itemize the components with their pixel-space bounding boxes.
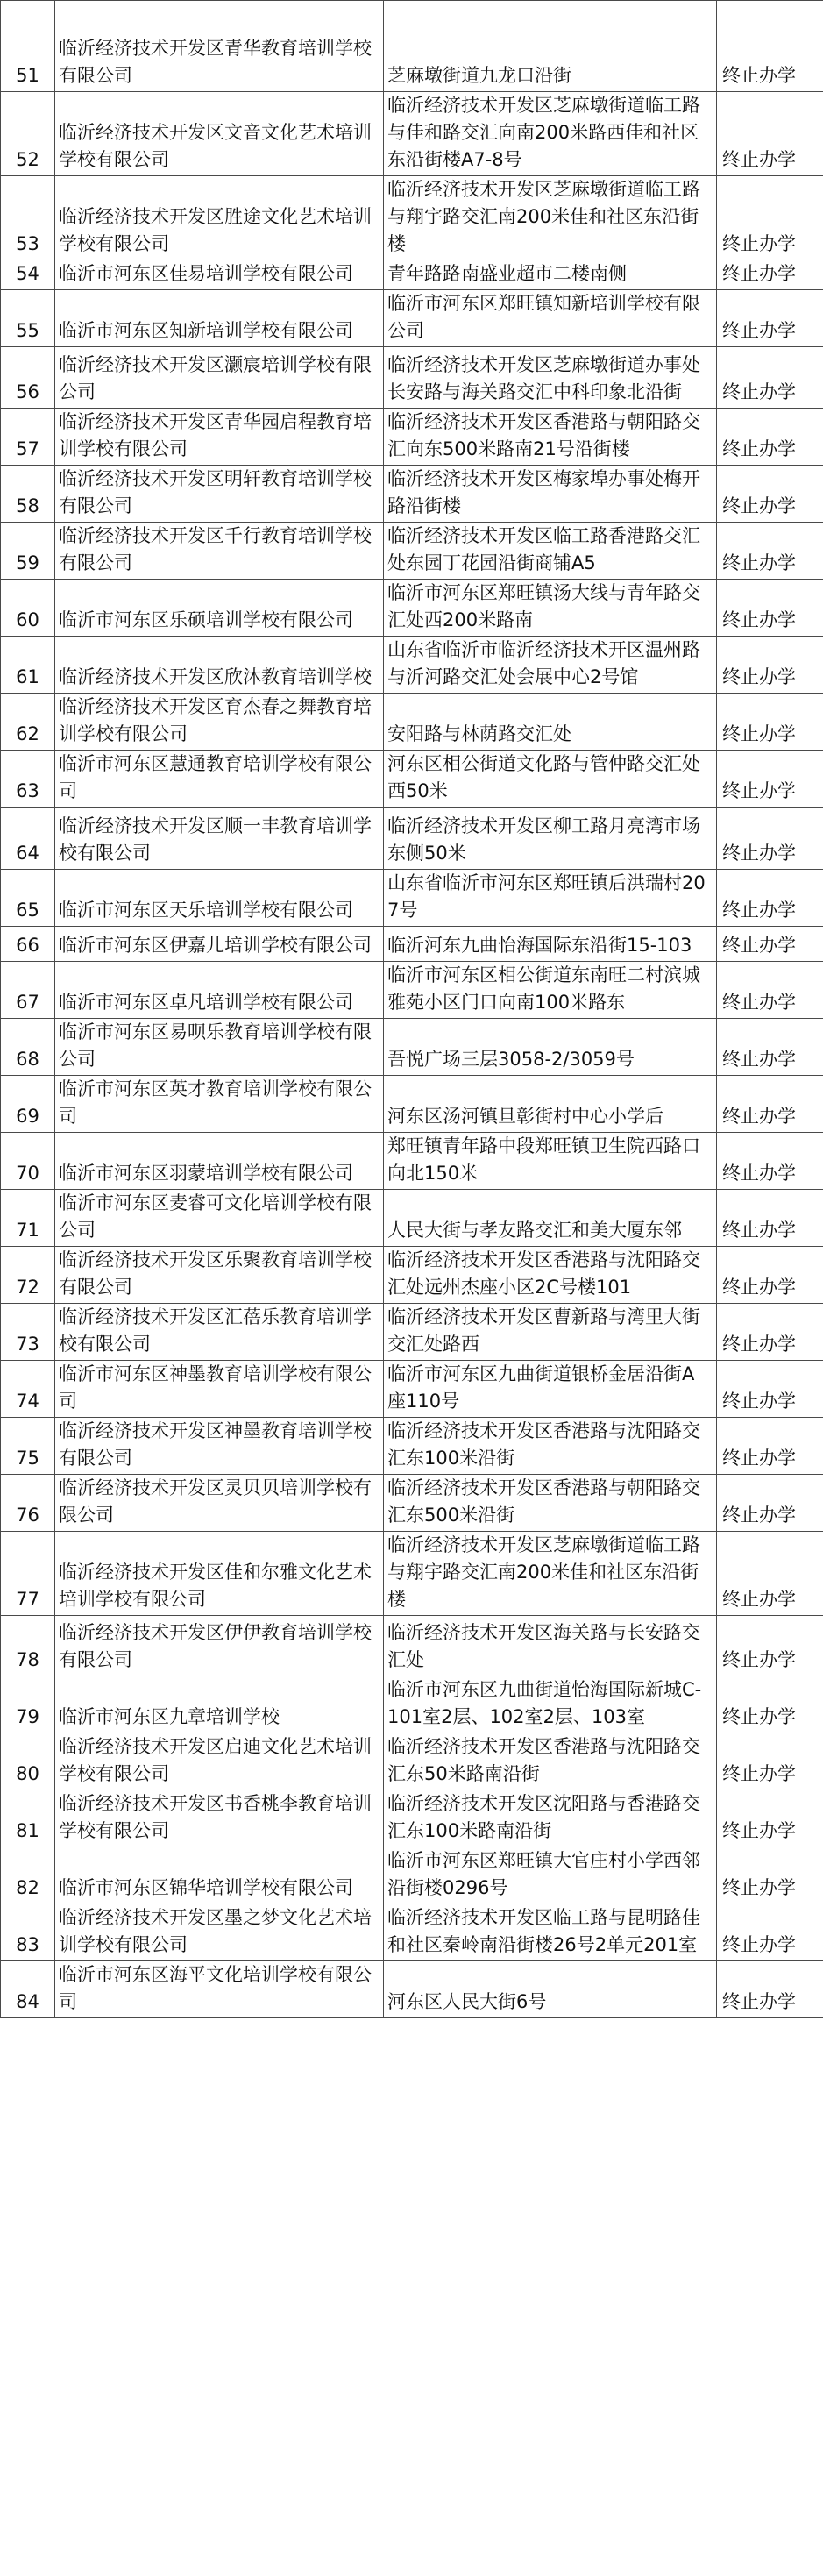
school-name: 临沂经济技术开发区伊伊教育培训学校有限公司 <box>55 1616 384 1676</box>
table-row <box>1 580 823 637</box>
school-address: 临沂经济技术开发区沈阳路与香港路交汇东100米路南沿街 <box>384 1790 717 1847</box>
school-name: 临沂市河东区慧通教育培训学校有限公司 <box>55 751 384 808</box>
school-address: 临沂经济技术开发区香港路与沈阳路交汇东50米路南沿街 <box>384 1733 717 1790</box>
status-text: 终止办学 <box>717 1790 823 1847</box>
table-row <box>1 1961 823 2018</box>
school-name: 临沂经济技术开发区灵贝贝培训学校有限公司 <box>55 1475 384 1532</box>
status-text: 终止办学 <box>717 1 823 92</box>
row-number: 76 <box>1 1475 55 1532</box>
table-row <box>1 1790 823 1847</box>
table-row <box>1 637 823 694</box>
status-text: 终止办学 <box>717 1190 823 1247</box>
school-address: 临沂河东九曲怡海国际东沿街15-103 <box>384 927 717 962</box>
school-name: 临沂市河东区英才教育培训学校有限公司 <box>55 1076 384 1133</box>
table-row <box>1 347 823 409</box>
table-row <box>1 1190 823 1247</box>
table-row <box>1 1247 823 1304</box>
table-row <box>1 1076 823 1133</box>
row-number: 56 <box>1 347 55 409</box>
row-number: 72 <box>1 1247 55 1304</box>
school-address: 临沂经济技术开发区芝麻墩街道临工路与翔宇路交汇南200米佳和社区东沿街楼 <box>384 176 717 260</box>
table-row <box>1 1019 823 1076</box>
status-text: 终止办学 <box>717 1616 823 1676</box>
table-row <box>1 92 823 176</box>
row-number: 73 <box>1 1304 55 1361</box>
row-number: 66 <box>1 927 55 962</box>
status-text: 终止办学 <box>717 1418 823 1475</box>
school-address: 临沂经济技术开发区香港路与朝阳路交汇东500米沿街 <box>384 1475 717 1532</box>
school-name: 临沂经济技术开发区墨之梦文化艺术培训学校有限公司 <box>55 1904 384 1961</box>
school-name: 临沂市河东区乐硕培训学校有限公司 <box>55 580 384 637</box>
school-address: 河东区相公街道文化路与管仲路交汇处西50米 <box>384 751 717 808</box>
table-row <box>1 176 823 260</box>
school-name: 临沂经济技术开发区佳和尔雅文化艺术培训学校有限公司 <box>55 1532 384 1616</box>
status-text: 终止办学 <box>717 1961 823 2018</box>
school-name: 临沂市河东区麦睿可文化培训学校有限公司 <box>55 1190 384 1247</box>
table-row <box>1 1904 823 1961</box>
status-text: 终止办学 <box>717 870 823 927</box>
school-name: 临沂市河东区锦华培训学校有限公司 <box>55 1847 384 1904</box>
table-row <box>1 409 823 466</box>
school-name: 临沂市河东区知新培训学校有限公司 <box>55 290 384 347</box>
school-name: 临沂市河东区卓凡培训学校有限公司 <box>55 962 384 1019</box>
school-address: 临沂经济技术开发区香港路与朝阳路交汇向东500米路南21号沿街楼 <box>384 409 717 466</box>
school-address: 吾悦广场三层3058-2/3059号 <box>384 1019 717 1076</box>
school-name: 临沂市河东区易呗乐教育培训学校有限公司 <box>55 1019 384 1076</box>
table-row <box>1 1733 823 1790</box>
school-name: 临沂经济技术开发区文音文化艺术培训学校有限公司 <box>55 92 384 176</box>
table-row <box>1 962 823 1019</box>
school-name: 临沂经济技术开发区汇蓓乐教育培训学校有限公司 <box>55 1304 384 1361</box>
status-text: 终止办学 <box>717 409 823 466</box>
row-number: 74 <box>1 1361 55 1418</box>
status-text: 终止办学 <box>717 808 823 870</box>
table-row <box>1 523 823 580</box>
school-address: 临沂市河东区九曲街道银桥金居沿街A座110号 <box>384 1361 717 1418</box>
status-text: 终止办学 <box>717 1019 823 1076</box>
school-address: 河东区汤河镇旦彰街村中心小学后 <box>384 1076 717 1133</box>
table-row <box>1 694 823 751</box>
row-number: 68 <box>1 1019 55 1076</box>
status-text: 终止办学 <box>717 1532 823 1616</box>
row-number: 78 <box>1 1616 55 1676</box>
table-row <box>1 1133 823 1190</box>
school-name: 临沂经济技术开发区胜途文化艺术培训学校有限公司 <box>55 176 384 260</box>
status-text: 终止办学 <box>717 260 823 290</box>
status-text: 终止办学 <box>717 1304 823 1361</box>
school-name: 临沂市河东区羽蒙培训学校有限公司 <box>55 1133 384 1190</box>
school-name: 临沂经济技术开发区育杰春之舞教育培训学校有限公司 <box>55 694 384 751</box>
status-text: 终止办学 <box>717 523 823 580</box>
status-text: 终止办学 <box>717 1733 823 1790</box>
status-text: 终止办学 <box>717 1904 823 1961</box>
row-number: 63 <box>1 751 55 808</box>
status-text: 终止办学 <box>717 927 823 962</box>
row-number: 81 <box>1 1790 55 1847</box>
school-address: 临沂市河东区郑旺镇汤大线与青年路交汇处西200米路南 <box>384 580 717 637</box>
school-name: 临沂经济技术开发区乐聚教育培训学校有限公司 <box>55 1247 384 1304</box>
school-name: 临沂经济技术开发区青华教育培训学校有限公司 <box>55 1 384 92</box>
table-row <box>1 260 823 290</box>
row-number: 54 <box>1 260 55 290</box>
status-text: 终止办学 <box>717 637 823 694</box>
row-number: 52 <box>1 92 55 176</box>
school-address: 临沂经济技术开发区临工路与昆明路佳和社区秦岭南沿街楼26号2单元201室 <box>384 1904 717 1961</box>
status-text: 终止办学 <box>717 1676 823 1733</box>
status-text: 终止办学 <box>717 1076 823 1133</box>
row-number: 61 <box>1 637 55 694</box>
table-row <box>1 1418 823 1475</box>
table-row <box>1 466 823 523</box>
school-address: 临沂经济技术开发区海关路与长安路交汇处 <box>384 1616 717 1676</box>
table-body <box>1 1 823 2018</box>
school-name: 临沂经济技术开发区欣沐教育培训学校 <box>55 637 384 694</box>
row-number: 59 <box>1 523 55 580</box>
school-name: 临沂经济技术开发区明轩教育培训学校有限公司 <box>55 466 384 523</box>
row-number: 53 <box>1 176 55 260</box>
status-text: 终止办学 <box>717 347 823 409</box>
school-address: 山东省临沂市河东区郑旺镇后洪瑞村207号 <box>384 870 717 927</box>
status-text: 终止办学 <box>717 1247 823 1304</box>
status-text: 终止办学 <box>717 962 823 1019</box>
school-address: 临沂经济技术开发区梅家埠办事处梅开路沿街楼 <box>384 466 717 523</box>
school-address: 临沂经济技术开发区曹新路与湾里大街交汇处路西 <box>384 1304 717 1361</box>
row-number: 58 <box>1 466 55 523</box>
school-address: 临沂市河东区九曲街道怡海国际新城C-101室2层、102室2层、103室 <box>384 1676 717 1733</box>
table-row <box>1 1676 823 1733</box>
row-number: 75 <box>1 1418 55 1475</box>
school-address: 山东省临沂市临沂经济技术开区温州路与沂河路交汇处会展中心2号馆 <box>384 637 717 694</box>
school-name: 临沂经济技术开发区神墨教育培训学校有限公司 <box>55 1418 384 1475</box>
school-address: 临沂市河东区相公街道东南旺二村滨城雅苑小区门口向南100米路东 <box>384 962 717 1019</box>
table-row <box>1 1 823 92</box>
row-number: 79 <box>1 1676 55 1733</box>
row-number: 57 <box>1 409 55 466</box>
school-address: 青年路路南盛业超市二楼南侧 <box>384 260 717 290</box>
school-address: 临沂市河东区郑旺镇知新培训学校有限公司 <box>384 290 717 347</box>
status-text: 终止办学 <box>717 1475 823 1532</box>
status-text: 终止办学 <box>717 1133 823 1190</box>
table-row <box>1 751 823 808</box>
row-number: 60 <box>1 580 55 637</box>
table-row <box>1 927 823 962</box>
school-name: 临沂经济技术开发区千行教育培训学校有限公司 <box>55 523 384 580</box>
row-number: 51 <box>1 1 55 92</box>
status-text: 终止办学 <box>717 92 823 176</box>
school-address: 临沂经济技术开发区香港路与沈阳路交汇东100米沿街 <box>384 1418 717 1475</box>
school-name: 临沂市河东区伊嘉儿培训学校有限公司 <box>55 927 384 962</box>
school-name: 临沂市河东区天乐培训学校有限公司 <box>55 870 384 927</box>
school-name: 临沂经济技术开发区顺一丰教育培训学校有限公司 <box>55 808 384 870</box>
table-row <box>1 1361 823 1418</box>
school-address: 临沂经济技术开发区芝麻墩街道临工路与翔宇路交汇南200米佳和社区东沿街楼 <box>384 1532 717 1616</box>
school-name: 临沂经济技术开发区书香桃李教育培训学校有限公司 <box>55 1790 384 1847</box>
status-text: 终止办学 <box>717 580 823 637</box>
school-name: 临沂市河东区海平文化培训学校有限公司 <box>55 1961 384 2018</box>
school-address: 临沂经济技术开发区临工路香港路交汇处东园丁花园沿街商铺A5 <box>384 523 717 580</box>
row-number: 64 <box>1 808 55 870</box>
row-number: 70 <box>1 1133 55 1190</box>
school-address: 安阳路与林荫路交汇处 <box>384 694 717 751</box>
school-address: 临沂市河东区郑旺镇大官庄村小学西邻沿街楼0296号 <box>384 1847 717 1904</box>
row-number: 65 <box>1 870 55 927</box>
table-row <box>1 1847 823 1904</box>
school-name: 临沂经济技术开发区启迪文化艺术培训学校有限公司 <box>55 1733 384 1790</box>
status-text: 终止办学 <box>717 1847 823 1904</box>
school-name: 临沂市河东区神墨教育培训学校有限公司 <box>55 1361 384 1418</box>
table-row <box>1 1304 823 1361</box>
school-name: 临沂市河东区佳易培训学校有限公司 <box>55 260 384 290</box>
status-text: 终止办学 <box>717 751 823 808</box>
row-number: 84 <box>1 1961 55 2018</box>
table-row <box>1 808 823 870</box>
school-address: 临沂经济技术开发区芝麻墩街道临工路与佳和路交汇向南200米路西佳和社区东沿街楼A7-8号 <box>384 92 717 176</box>
school-address: 芝麻墩街道九龙口沿街 <box>384 1 717 92</box>
school-address: 人民大街与孝友路交汇和美大厦东邻 <box>384 1190 717 1247</box>
status-text: 终止办学 <box>717 466 823 523</box>
school-address: 临沂经济技术开发区香港路与沈阳路交汇处远州杰座小区2C号楼101 <box>384 1247 717 1304</box>
school-name: 临沂经济技术开发区青华园启程教育培训学校有限公司 <box>55 409 384 466</box>
school-name: 临沂经济技术开发区灏宸培训学校有限公司 <box>55 347 384 409</box>
row-number: 62 <box>1 694 55 751</box>
status-text: 终止办学 <box>717 694 823 751</box>
school-address: 河东区人民大街6号 <box>384 1961 717 2018</box>
row-number: 83 <box>1 1904 55 1961</box>
status-text: 终止办学 <box>717 176 823 260</box>
row-number: 67 <box>1 962 55 1019</box>
status-text: 终止办学 <box>717 290 823 347</box>
school-address: 临沂经济技术开发区柳工路月亮湾市场东侧50米 <box>384 808 717 870</box>
row-number: 77 <box>1 1532 55 1616</box>
table-row <box>1 290 823 347</box>
row-number: 82 <box>1 1847 55 1904</box>
row-number: 71 <box>1 1190 55 1247</box>
table-row <box>1 1475 823 1532</box>
table-row <box>1 1532 823 1616</box>
school-name: 临沂市河东区九章培训学校 <box>55 1676 384 1733</box>
table-row <box>1 1616 823 1676</box>
status-text: 终止办学 <box>717 1361 823 1418</box>
school-address: 郑旺镇青年路中段郑旺镇卫生院西路口向北150米 <box>384 1133 717 1190</box>
row-number: 55 <box>1 290 55 347</box>
table-row <box>1 870 823 927</box>
school-address: 临沂经济技术开发区芝麻墩街道办事处长安路与海关路交汇中科印象北沿街 <box>384 347 717 409</box>
row-number: 80 <box>1 1733 55 1790</box>
row-number: 69 <box>1 1076 55 1133</box>
